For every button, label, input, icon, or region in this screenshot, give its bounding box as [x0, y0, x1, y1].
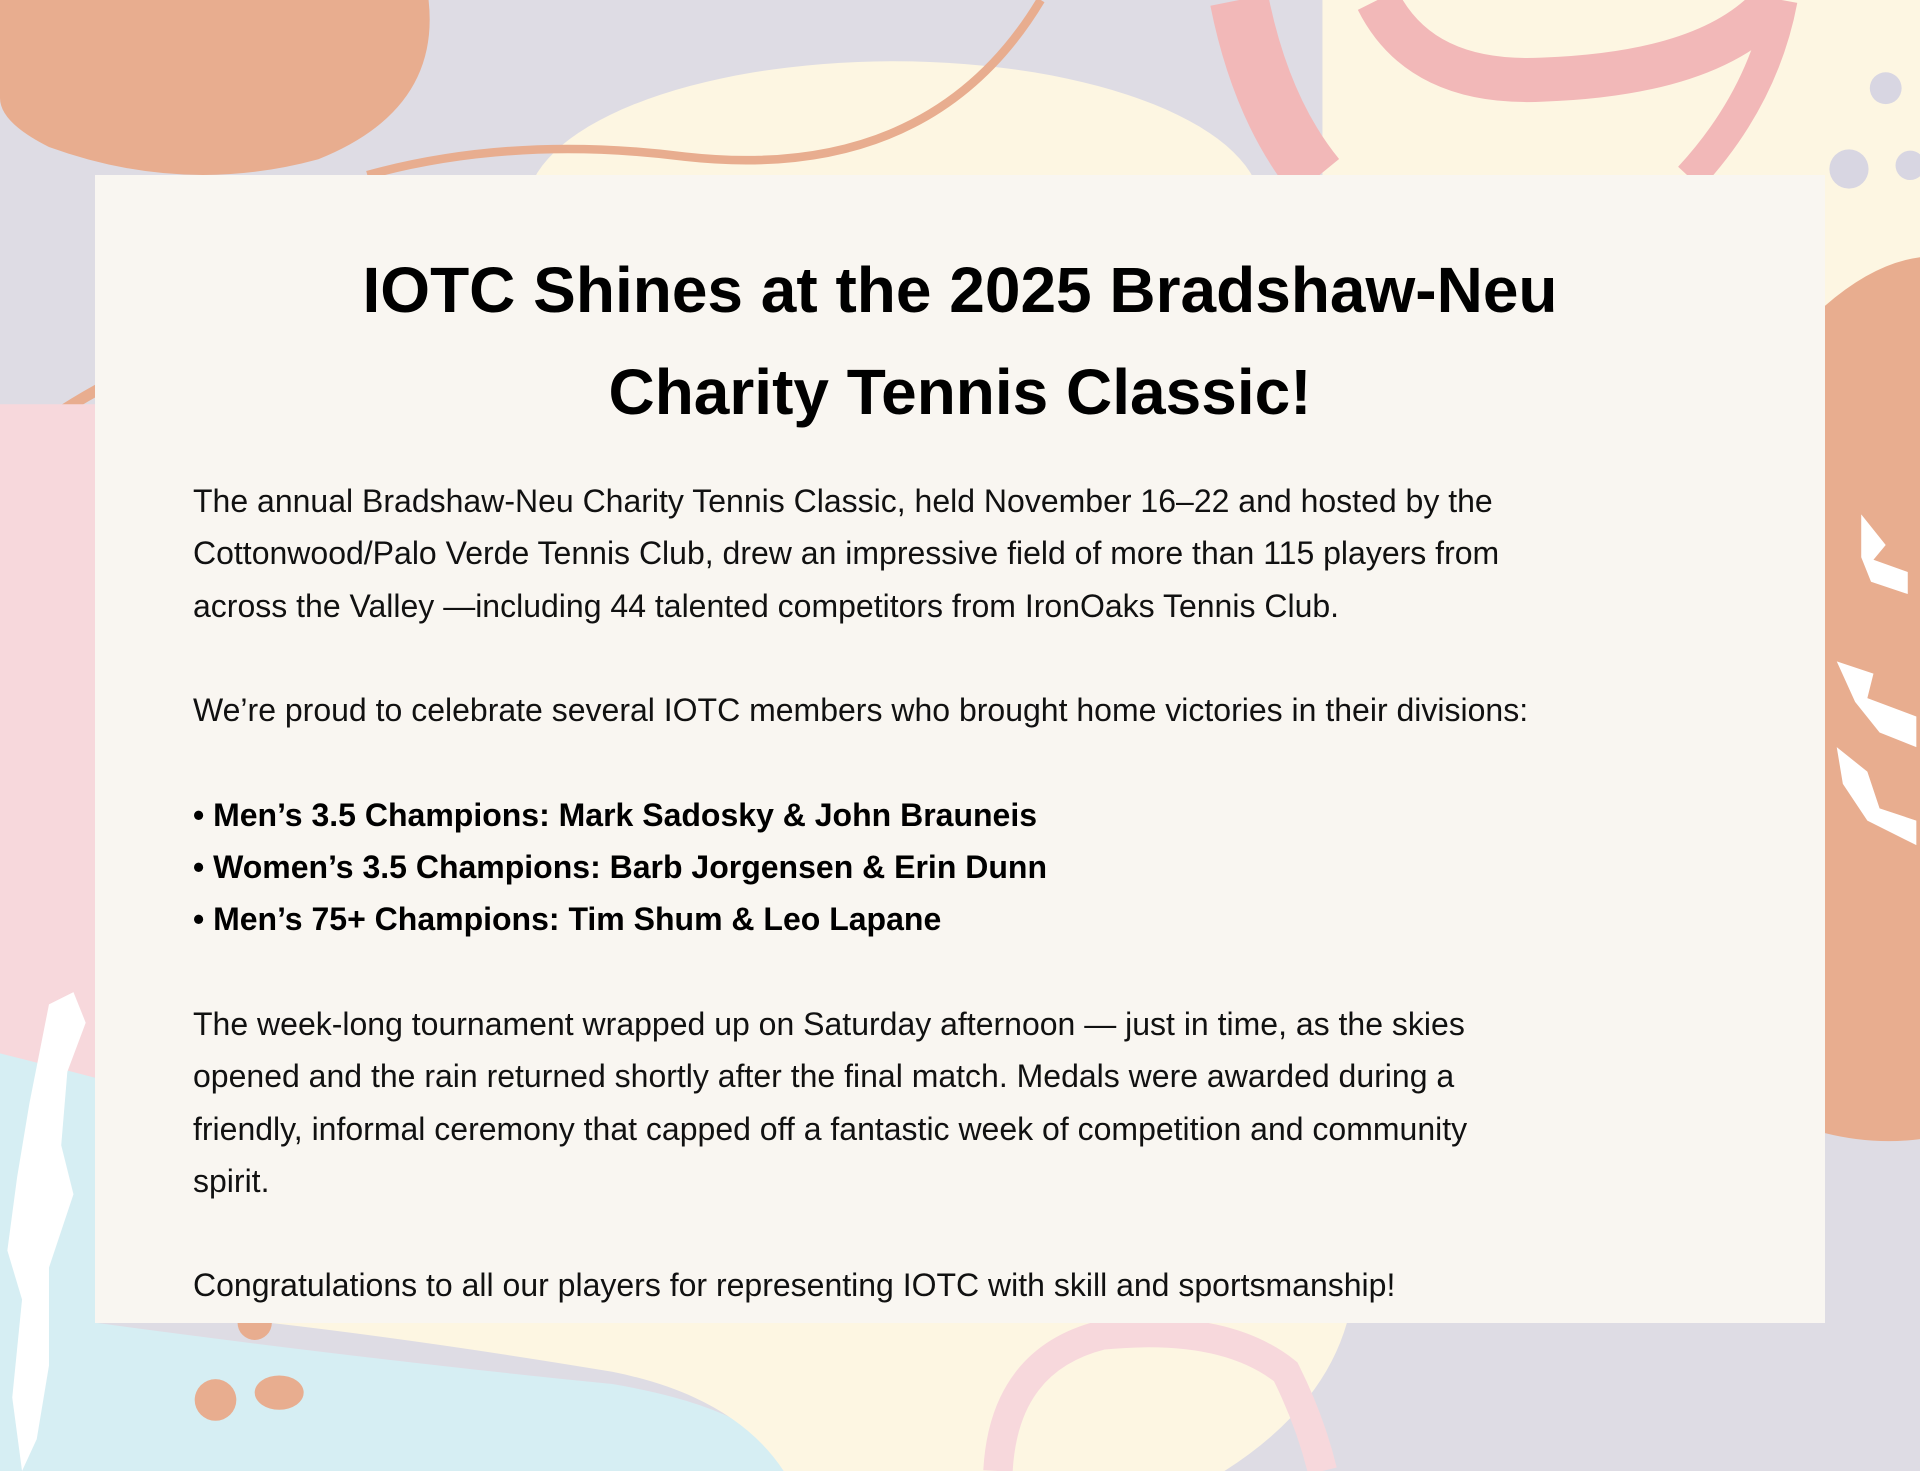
wrap-line: The week-long tournament wrapped up on Saturday afternoon — just in time, as the skies [193, 1005, 1465, 1042]
article-body [193, 475, 1528, 1312]
title-line: IOTC Shines at the 2025 Bradshaw-Neu [362, 254, 1558, 326]
champion-item: • Women’s 3.5 Champions: Barb Jorgensen & Erin Dunn [193, 849, 1047, 886]
article-title [95, 239, 1825, 443]
champion-item: • Men’s 3.5 Champions: Mark Sadosky & John Brauneis [193, 796, 1038, 833]
celebrate-text: We’re proud to celebrate several IOTC members who brought home victories in their divisions: [193, 692, 1529, 729]
champion-item: • Men’s 75+ Champions: Tim Shum & Leo Lapane [193, 901, 942, 938]
title-line: Charity Tennis Classic! [608, 356, 1312, 428]
intro-line: The annual Bradshaw-Neu Charity Tennis Classic, held November 16–22 and hosted by the [193, 483, 1493, 519]
wrap-line: spirit. [193, 1162, 270, 1199]
intro-line: Cottonwood/Palo Verde Tennis Club, drew an impressive field of more than 115 players from [193, 535, 1500, 572]
wrap-line: friendly, informal ceremony that capped off a fantastic week of competition and community [193, 1110, 1468, 1147]
closing-text: Congratulations to all our players for representing IOTC with skill and sportsmanship! [193, 1267, 1396, 1304]
intro-line: across the Valley —including 44 talented competitors from IronOaks Tennis Club. [193, 587, 1340, 624]
wrap-line: opened and the rain returned shortly after the final match. Medals were awarded during a [193, 1058, 1455, 1095]
article-card [95, 175, 1825, 1323]
